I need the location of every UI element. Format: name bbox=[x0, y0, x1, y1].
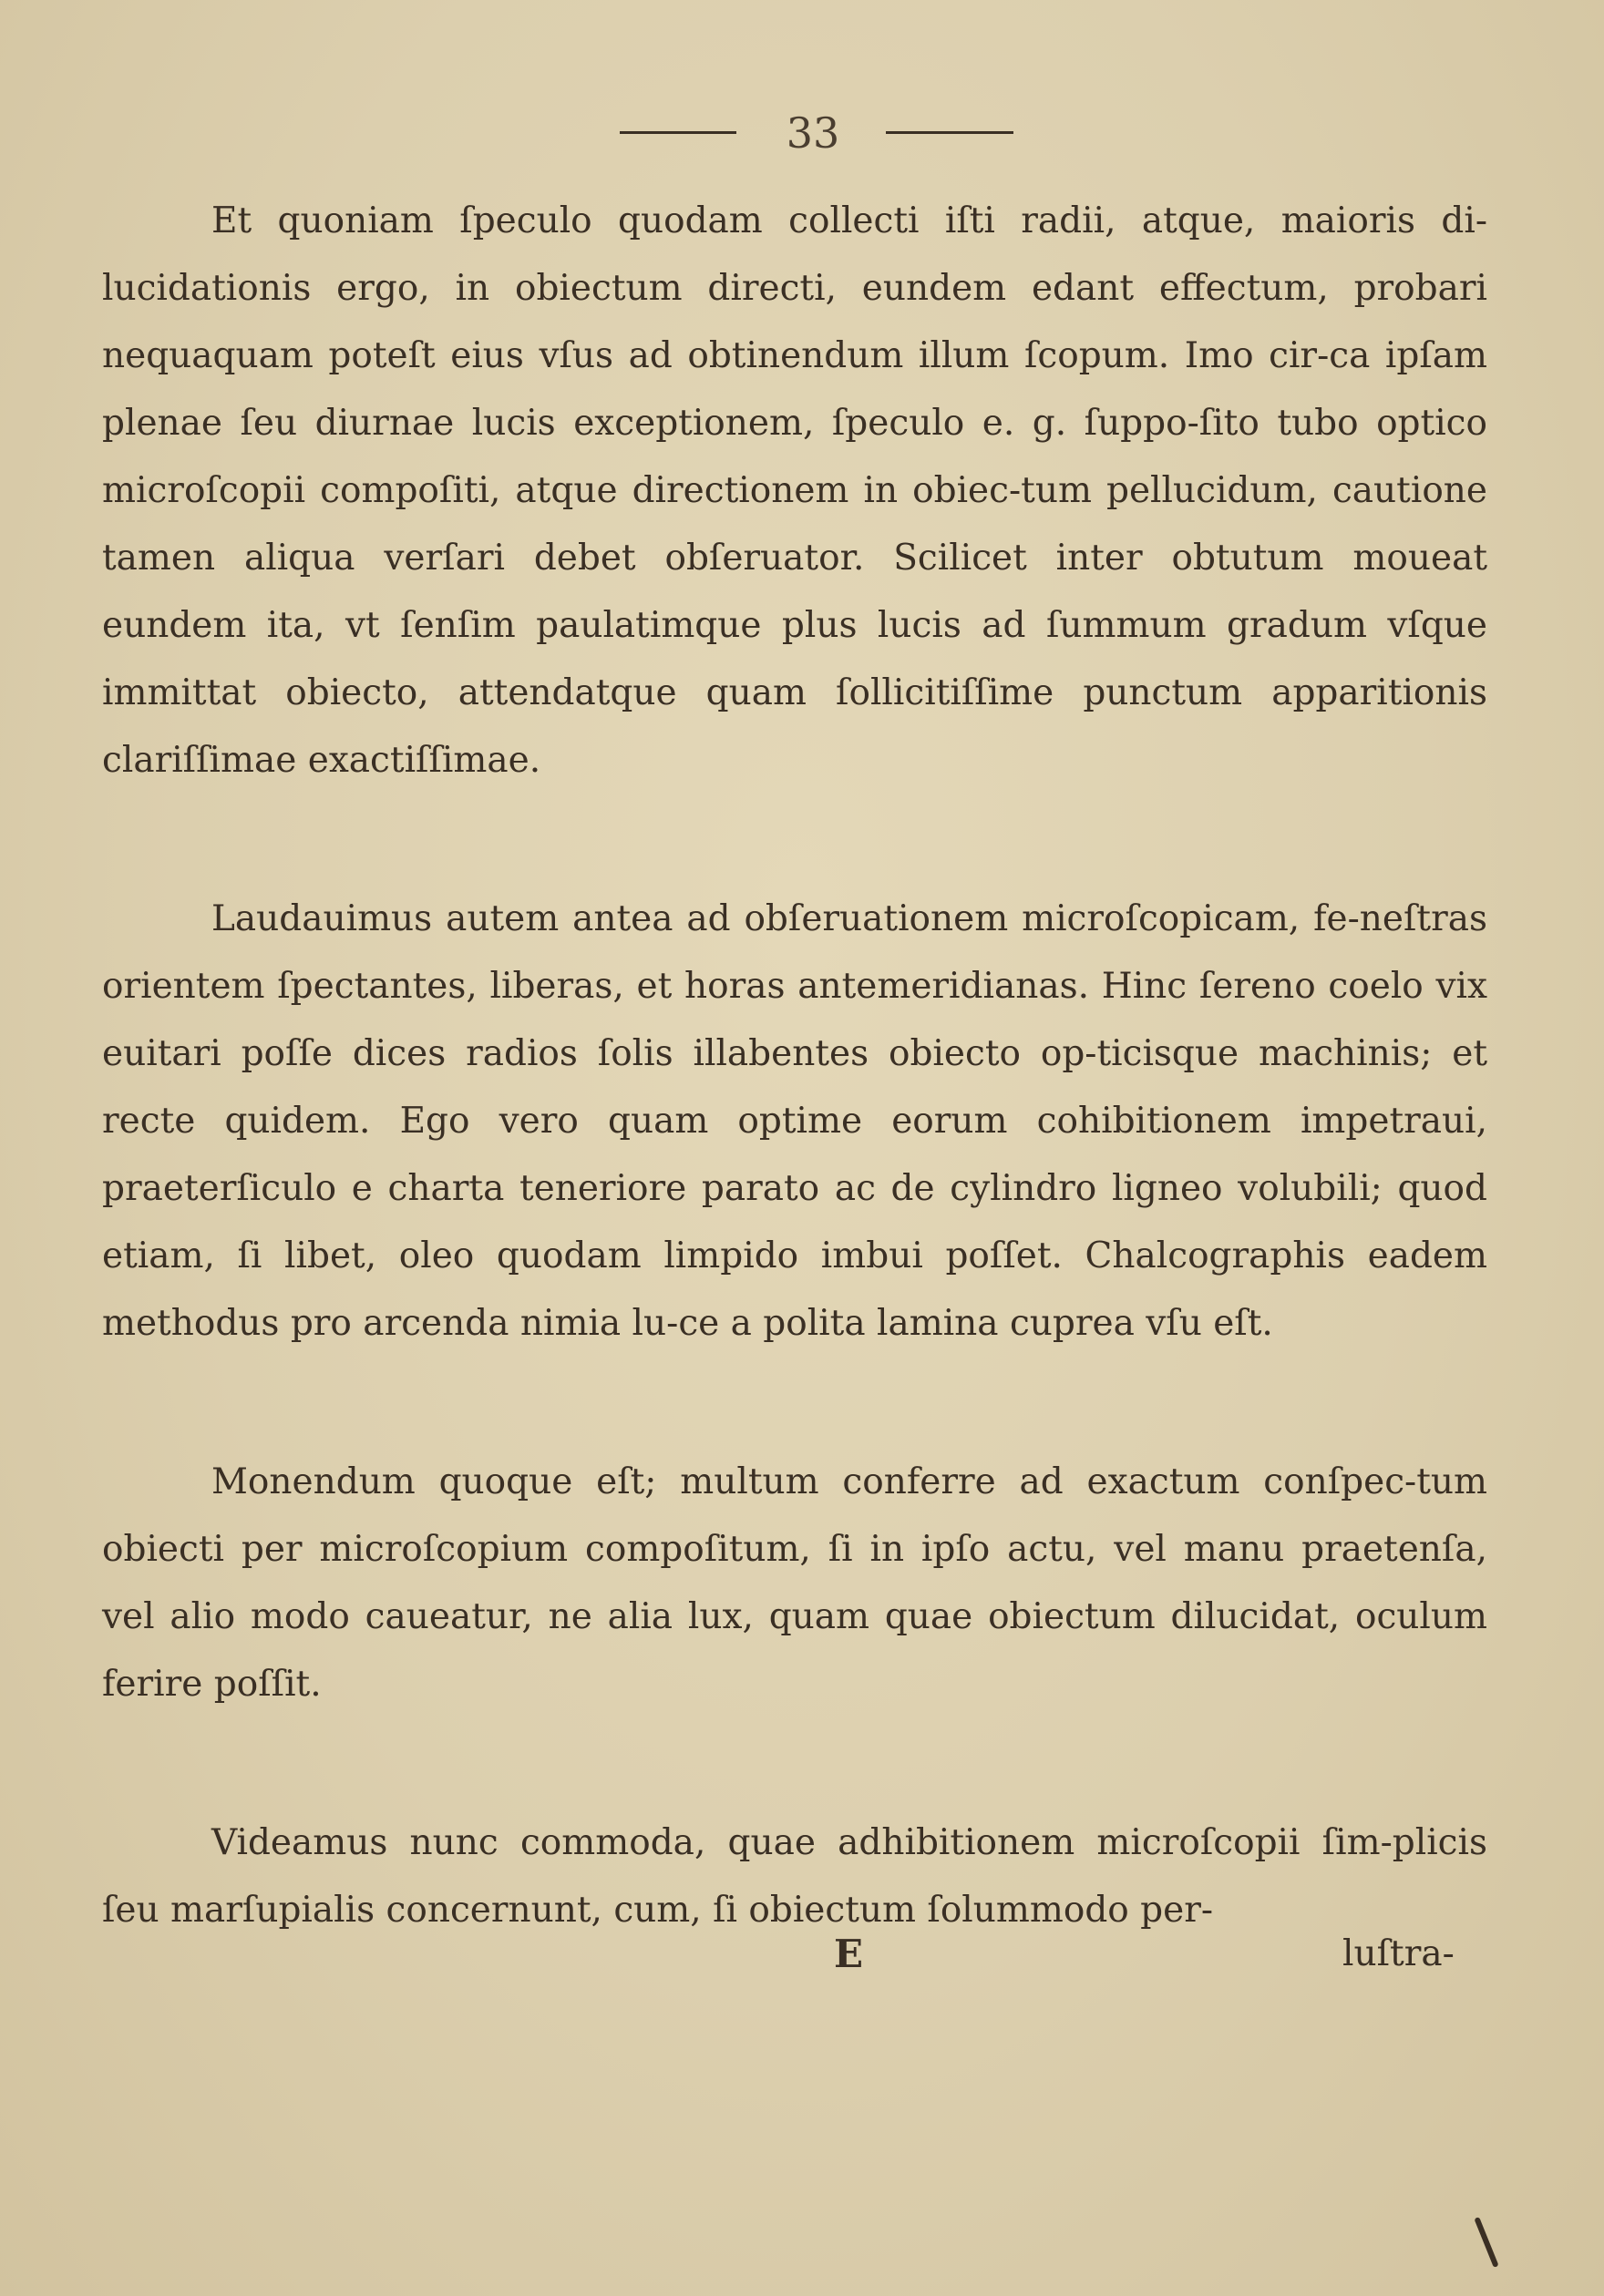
page-footer bbox=[0, 1922, 1604, 1986]
header-rule-right bbox=[886, 131, 1013, 134]
signature-mark: E bbox=[834, 1932, 864, 1976]
paragraph-1: Et quoniam ſpeculo quodam collecti iſti radii, atque, maioris di-lucidationis ergo, in obiectum directi, eundem edant effectum, probari nequaquam poteſt eius vſus ad obtinendum illum ſcopum. Imo cir-ca ipſam plenae ſeu diurnae lucis exceptionem, ſpeculo e. g. ſuppo-ſito tubo optico microſcopii compoſiti, atque directionem in obiec-tum pellucidum, cautione tamen aliqua verſari debet obſeruator. Scilicet inter obtutum moueat eundem ita, vt ſenſim paulatimque plus lucis ad ſummum gradum vſque immittat obiecto, attendatque quam ſollicitiſſime punctum apparitionis clariſſimae exactiſſimae. bbox=[102, 200, 1487, 781]
paragraph-4: Videamus nunc commoda, quae adhibitionem microſcopii ſim-plicis ſeu marſupialis concernunt, cum, ſi obiectum ſolummodo per- bbox=[102, 1822, 1487, 1931]
paragraph-3: Monendum quoque eſt; multum conferre ad exactum conſpec-tum obiecti per microſcopium compoſitum, ſi in ipſo actu, vel manu praetenſa, vel alio modo caueatur, ne alia lux, quam quae obiectum dilucidat, oculum ferire poſſit. bbox=[102, 1461, 1487, 1705]
header-rule-left bbox=[620, 131, 736, 134]
running-header bbox=[0, 108, 1604, 162]
body-text bbox=[102, 188, 1487, 1944]
paragraph-2: Laudauimus autem antea ad obſeruationem microſcopicam, fe-neſtras orientem ſpectantes, liberas, et horas antemeridianas. Hinc ſereno coelo vix euitari poſſe dices radios ſolis illabentes obiecto op-ticisque machinis; et recte quidem. Ego vero quam optime eorum cohibitionem impetraui, praeterſiculo e charta teneriore parato ac de cylindro ligneo volubili; quod etiam, ſi libet, oleo quodam limpido imbui poſſet. Chalcographis eadem methodus pro arcenda nimia lu-ce a polita lamina cuprea vſu eſt. bbox=[102, 898, 1487, 1344]
ink-mark bbox=[1474, 2217, 1498, 2268]
page-number: 33 bbox=[786, 108, 840, 158]
catchword: luſtra- bbox=[1342, 1933, 1455, 1974]
